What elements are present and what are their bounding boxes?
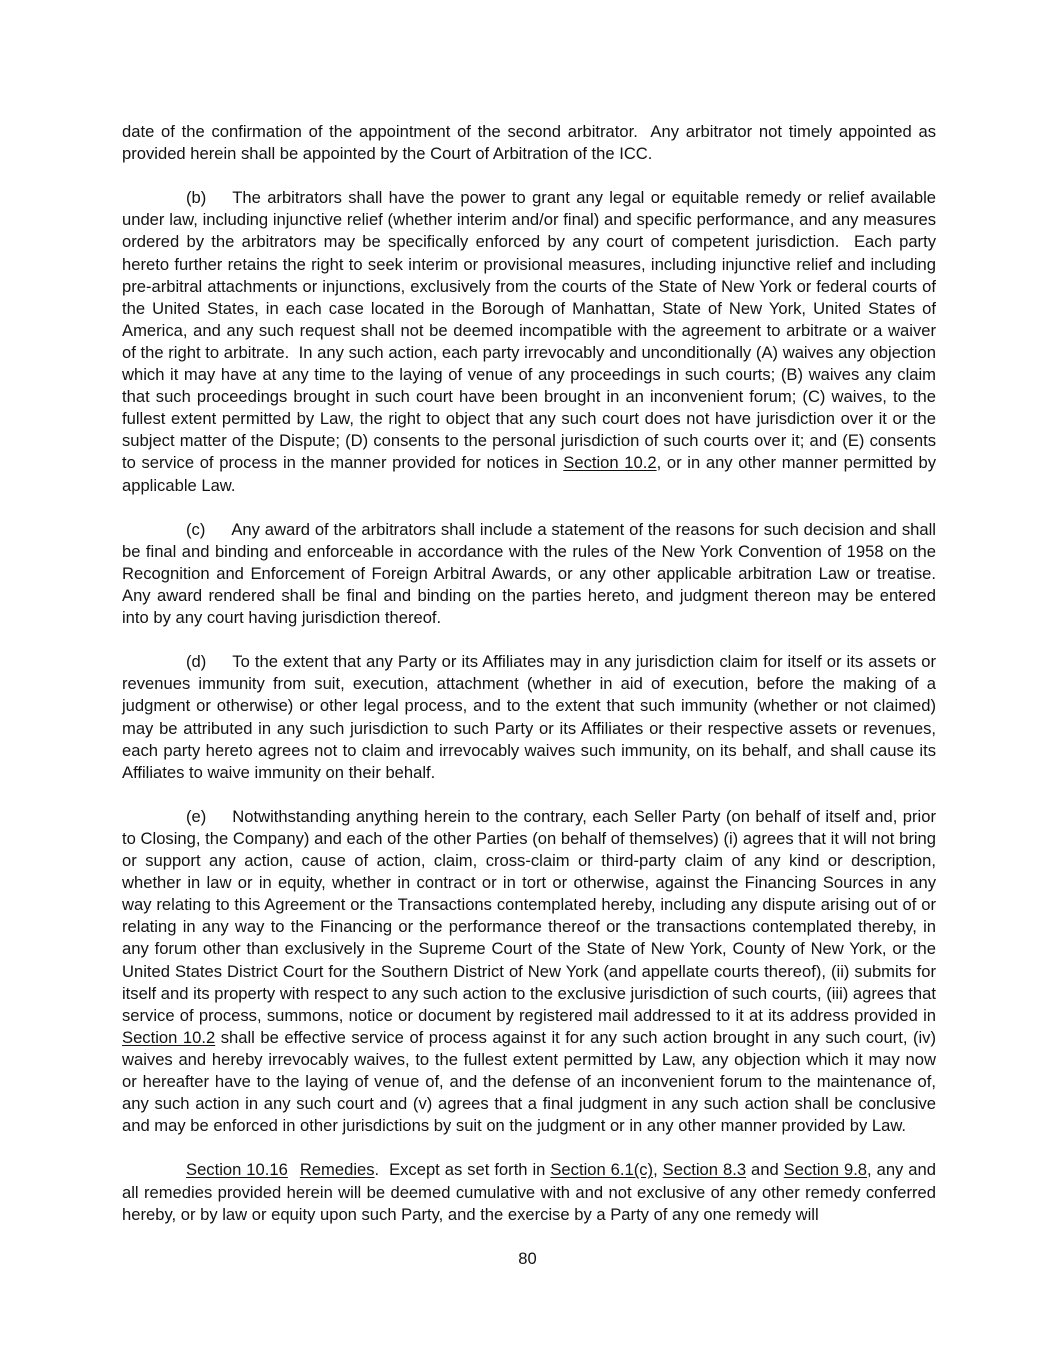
paragraph [122, 806, 941, 1137]
text-segment: date of the confirmation of the appointment of the second arbitrator. Any arbitrator not timely appointed as provided herein shall be appointed by the Court of Arbitration of the ICC. [122, 122, 941, 164]
section-reference: Section 10.2 [563, 453, 657, 473]
text-segment: The arbitrators shall have the power to grant any legal or equitable remedy or relief available under law, including injunctive relief (whether interim and/or final) and specific performance, and any measures ordered by the arbitrators may be specifically enforced by any court of competent jurisdiction. Each party hereto further retains the right to seek interim or provisional measures, including injunctive relief and including pre-arbitral attachments or injunctions, exclusively from the courts of the State of New York or federal courts of the United States, in each case located in the Borough of Manhattan, State of New York, United States of America, and any such request shall not be deemed incompatible with the agreement to arbitrate or a waiver of the right to arbitrate. In any such action, each party irrevocably and unconditionally (A) waives any objection which it may have at any time to the laying of venue of any proceedings in such courts; (B) waives any claim that such proceedings brought in such court have been brought in an inconvenient forum; (C) waives, to the fullest extent permitted by Law, the right to object that any such court does not have jurisdiction over it or the subject matter of the Dispute; (D) consents to the personal jurisdiction of such courts over it; and (E) consents to service of process in the manner provided for notices in [122, 188, 941, 473]
text-segment: , any and all remedies provided herein will be deemed cumulative with and not exclusive of any other remedy conferred hereby, or by law or equity upon such Party, and the exercise by a Party of any one remedy will [122, 1160, 941, 1224]
document-body [122, 121, 946, 1226]
text-segment: Any award of the arbitrators shall include a statement of the reasons for such decision and shall be final and binding and enforceable in accordance with the rules of the New York Convention of 1958 on the Recognition and Enforcement of Foreign Arbitral Awards, or any other applicable arbitration Law or treatise. Any award rendered shall be final and binding on the parties hereto, and judgment thereon may be entered into by any court having jurisdiction thereof. [122, 519, 946, 628]
text-segment: To the extent that any Party or its Affiliates may in any jurisdiction claim for itself or its assets or revenues immunity from suit, execution, attachment (whether in aid of execution, before the making of a judgment or otherwise) or other legal process, and to the extent that such immunity (whether or not claimed) may be attributed in any such jurisdiction to such Party or its Affiliates or their respective assets or revenues, each party hereto agrees not to claim and irrevocably waives such immunity, on its behalf, and shall cause its Affiliates to waive immunity on their behalf. [122, 652, 941, 782]
paragraph [122, 121, 941, 165]
paragraph-label: (c) [186, 519, 206, 539]
paragraph [122, 651, 941, 784]
section-reference: Section 9.8 [783, 1160, 868, 1180]
text-segment: . Except as set forth in [374, 1160, 551, 1180]
text-segment: shall be effective service of process against it for any such action brought in any such court, (iv) waives and hereby irrevocably waives, to the fullest extent permitted by Law, any objection which it may now or hereafter have to the laying of venue of, and the defense of an inconvenient forum to the maintenance of, any such action in any such court and (v) agrees that a final judgment in any such action shall be conclusive and may be enforced in other jurisdictions by suit on the judgment or in any other manner provided by Law. [122, 1027, 941, 1136]
section-reference: Section 10.2 [122, 1027, 216, 1047]
text-segment: Notwithstanding anything herein to the contrary, each Seller Party (on behalf of itself and, prior to Closing, the Company) and each of the other Parties (on behalf of themselves) (i) agrees that it will not bring or support any action, cause of action, claim, cross-claim or third-party claim of any kind or description, whether in law or in equity, whether in contract or in tort or otherwise, against the Financing Sources in any way relating to this Agreement or the Transactions contemplated hereby, including any dispute arising out of or relating in any way to the Financing or the performance thereof or the transactions contemplated thereby, in any forum other than exclusively in the Supreme Court of the State of New York, County of New York, or the United States District Court for the Southern District of New York (and appellate courts thereof), (ii) submits for itself and its property with respect to any such action to the exclusive jurisdiction of such courts, (iii) agrees that service of process, summons, notice or document by registered mail addressed to it at its address provided in [122, 806, 941, 1025]
paragraph-label: (d) [186, 652, 207, 672]
paragraph [122, 1159, 941, 1225]
text-segment: , or in any other manner permitted by applicable Law. [122, 453, 941, 495]
paragraph-label: (b) [186, 188, 207, 208]
section-reference: Section 8.3 [662, 1160, 747, 1180]
section-reference: Section 10.16 [186, 1160, 288, 1180]
text-segment: and [746, 1160, 784, 1180]
page-number: 80 [518, 1249, 537, 1268]
paragraph [122, 187, 941, 496]
text-segment: , [653, 1160, 663, 1180]
section-reference: Remedies [299, 1160, 375, 1180]
paragraph [122, 519, 946, 629]
paragraph-label: (e) [186, 806, 207, 826]
section-reference: Section 6.1(c) [550, 1160, 654, 1180]
